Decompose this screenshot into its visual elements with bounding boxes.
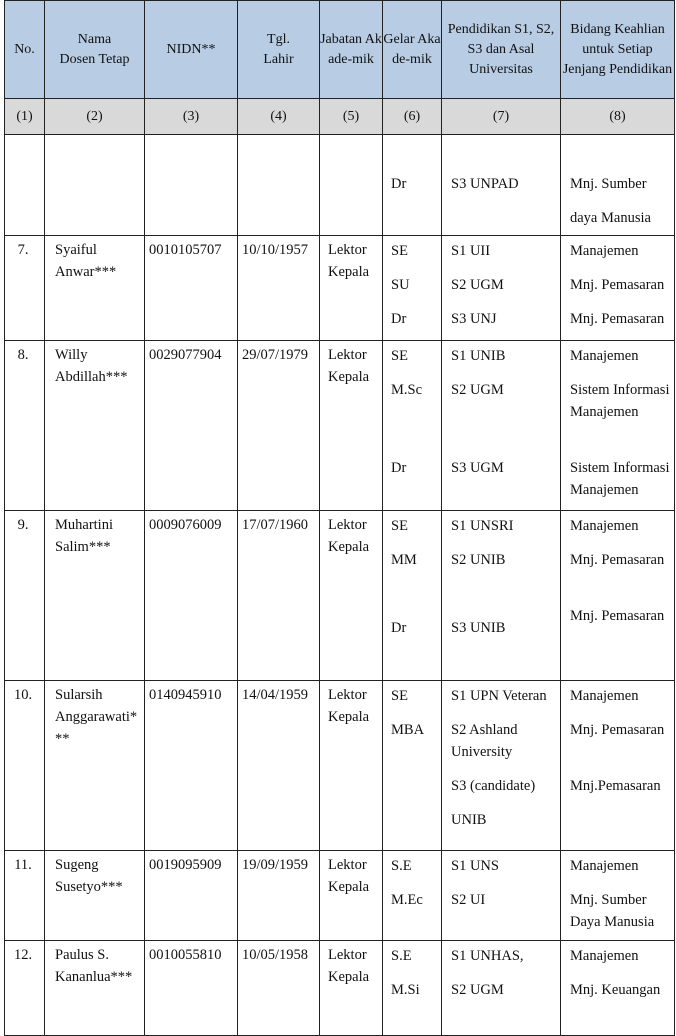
cell-gelar-line: SE bbox=[391, 518, 408, 534]
cell-jabatan-text: Lektor Kepala bbox=[328, 687, 370, 725]
cell-pendidikan bbox=[442, 681, 561, 851]
table-row bbox=[5, 941, 675, 1036]
cell-pendidikan-line: S2 UGM bbox=[451, 382, 504, 398]
cell-pendidikan-line: S2 UGM bbox=[451, 982, 504, 998]
cell-gelar bbox=[383, 511, 442, 681]
cell-gelar-line: M.Sc bbox=[391, 382, 423, 398]
cell-bidang-line: Manajemen bbox=[570, 518, 639, 534]
column-number-row bbox=[5, 99, 675, 135]
cell-jabatan-text: Lektor Kepala bbox=[328, 242, 370, 280]
cell-pendidikan-line: S3 UGM bbox=[451, 460, 504, 476]
cell-gelar-line: S.E bbox=[391, 948, 412, 964]
cell-nama-text: Willy Abdillah*** bbox=[55, 347, 128, 385]
cell-gelar-line: MBA bbox=[391, 722, 425, 738]
cell-pendidikan-line: S2 Ashland University bbox=[451, 722, 518, 760]
cell-no-text bbox=[5, 135, 44, 138]
cell-gelar bbox=[383, 851, 442, 941]
cell-pendidikan bbox=[442, 511, 561, 681]
cell-tgl-lahir bbox=[238, 681, 320, 851]
cell-gelar-line: SE bbox=[391, 688, 408, 704]
cell-pendidikan bbox=[442, 236, 561, 341]
cell-pendidikan-line: S1 UNSRI bbox=[451, 518, 514, 534]
cell-gelar-line: Dr bbox=[391, 620, 407, 636]
cell-bidang bbox=[561, 135, 675, 236]
cell-nama bbox=[45, 135, 145, 236]
cell-no bbox=[5, 135, 45, 236]
cell-bidang-line: Manajemen bbox=[570, 688, 639, 704]
table-row bbox=[5, 341, 675, 511]
cell-nama bbox=[45, 236, 145, 341]
cell-nidn bbox=[145, 135, 238, 236]
cell-nama-text: Syaiful Anwar*** bbox=[55, 242, 117, 280]
cell-bidang-line: daya Manusia bbox=[570, 210, 651, 226]
cell-gelar-line: S.E bbox=[391, 858, 412, 874]
header-gelar: Gelar Akade-mik bbox=[383, 1, 442, 99]
cell-bidang bbox=[561, 681, 675, 851]
cell-tgl-lahir bbox=[238, 941, 320, 1036]
cell-bidang bbox=[561, 236, 675, 341]
cell-pendidikan-line: S1 UII bbox=[451, 243, 491, 259]
col-number: (6) bbox=[383, 99, 442, 135]
cell-jabatan bbox=[320, 341, 383, 511]
cell-nama bbox=[45, 851, 145, 941]
cell-gelar-line: M.Ec bbox=[391, 892, 423, 908]
cell-nidn bbox=[145, 236, 238, 341]
cell-nama-text: Paulus S. Kananlua*** bbox=[55, 947, 133, 985]
cell-jabatan bbox=[320, 851, 383, 941]
cell-tgl-lahir-text: 10/05/1958 bbox=[242, 947, 309, 963]
cell-pendidikan-line: S1 UNS bbox=[451, 858, 499, 874]
cell-no-text: 10. bbox=[13, 687, 33, 703]
header-jabatan: Jabatan Akade-mik bbox=[320, 1, 383, 99]
col-number: (8) bbox=[561, 99, 675, 135]
table-row bbox=[5, 681, 675, 851]
cell-bidang-line: Mnj.Pemasaran bbox=[570, 778, 661, 794]
cell-bidang-line: Mnj. Pemasaran bbox=[570, 608, 665, 624]
cell-pendidikan-line: UNIB bbox=[451, 812, 487, 828]
cell-pendidikan-line: S1 UPN Veteran bbox=[451, 688, 547, 704]
cell-jabatan bbox=[320, 681, 383, 851]
cell-bidang-line: Mnj. Pemasaran bbox=[570, 277, 665, 293]
cell-bidang-line: Manajemen bbox=[570, 243, 639, 259]
cell-nama-text bbox=[45, 135, 144, 138]
col-number: (3) bbox=[145, 99, 238, 135]
cell-bidang-line: Manajemen bbox=[570, 948, 639, 964]
cell-bidang-line: Mnj. Sumber Daya Manusia bbox=[570, 892, 655, 930]
cell-bidang-line: Mnj. Sumber bbox=[570, 176, 647, 192]
cell-pendidikan-line: S2 UNIB bbox=[451, 552, 506, 568]
header-nama: Nama Dosen Tetap bbox=[45, 1, 145, 99]
cell-pendidikan-line: S3 (candidate) bbox=[451, 778, 536, 794]
cell-no bbox=[5, 341, 45, 511]
cell-nidn bbox=[145, 681, 238, 851]
dosen-table bbox=[4, 0, 675, 1036]
cell-pendidikan-line: S2 UI bbox=[451, 892, 486, 908]
cell-jabatan-text: Lektor Kepala bbox=[328, 947, 370, 985]
cell-jabatan bbox=[320, 236, 383, 341]
cell-nama-text: Sularsih Anggarawati*** bbox=[55, 687, 138, 747]
cell-nama bbox=[45, 941, 145, 1036]
cell-bidang-line: Mnj. Pemasaran bbox=[570, 311, 665, 327]
table-row bbox=[5, 236, 675, 341]
cell-nidn bbox=[145, 511, 238, 681]
cell-tgl-lahir-text: 19/09/1959 bbox=[242, 857, 309, 873]
cell-bidang-line: Sistem Informasi Manajemen bbox=[570, 382, 670, 420]
cell-tgl-lahir-text: 10/10/1957 bbox=[242, 242, 309, 258]
header-nidn: NIDN** bbox=[145, 1, 238, 99]
cell-pendidikan bbox=[442, 851, 561, 941]
cell-tgl-lahir-text: 14/04/1959 bbox=[242, 687, 309, 703]
cell-pendidikan bbox=[442, 941, 561, 1036]
cell-bidang bbox=[561, 851, 675, 941]
cell-nama-text: Muhartini Salim*** bbox=[55, 517, 113, 555]
cell-jabatan bbox=[320, 135, 383, 236]
cell-bidang-line: Manajemen bbox=[570, 858, 639, 874]
cell-jabatan-text bbox=[320, 135, 382, 138]
cell-nidn-text: 0019095909 bbox=[149, 857, 222, 873]
cell-jabatan bbox=[320, 941, 383, 1036]
cell-gelar bbox=[383, 681, 442, 851]
header-no: No. bbox=[5, 1, 45, 99]
cell-nama bbox=[45, 511, 145, 681]
cell-bidang-line: Mnj. Keuangan bbox=[570, 982, 661, 998]
table-row bbox=[5, 135, 675, 236]
cell-no-text: 7. bbox=[17, 242, 29, 258]
cell-nidn-text: 0009076009 bbox=[149, 517, 222, 533]
cell-bidang-line: Mnj. Pemasaran bbox=[570, 552, 665, 568]
cell-pendidikan-line: S3 UNPAD bbox=[451, 176, 519, 192]
cell-gelar-line: SE bbox=[391, 243, 408, 259]
cell-jabatan bbox=[320, 511, 383, 681]
cell-nama bbox=[45, 341, 145, 511]
cell-nidn-text: 0029077904 bbox=[149, 347, 222, 363]
cell-nidn-text bbox=[145, 135, 237, 138]
cell-nidn-text: 0140945910 bbox=[149, 687, 222, 703]
cell-bidang-line: Mnj. Pemasaran bbox=[570, 722, 665, 738]
cell-pendidikan-line: S2 UGM bbox=[451, 277, 504, 293]
header-bidang: Bidang Keahlian untuk Setiap Jenjang Pendidikan bbox=[561, 1, 675, 99]
cell-jabatan-text: Lektor Kepala bbox=[328, 517, 370, 555]
cell-tgl-lahir bbox=[238, 851, 320, 941]
cell-gelar-line: MM bbox=[391, 552, 417, 568]
cell-gelar bbox=[383, 941, 442, 1036]
cell-tgl-lahir bbox=[238, 341, 320, 511]
cell-gelar bbox=[383, 236, 442, 341]
cell-no bbox=[5, 851, 45, 941]
cell-pendidikan-line: S3 UNIB bbox=[451, 620, 506, 636]
cell-bidang bbox=[561, 511, 675, 681]
cell-pendidikan bbox=[442, 135, 561, 236]
cell-gelar-line: Dr bbox=[391, 311, 407, 327]
cell-tgl-lahir-text: 17/07/1960 bbox=[242, 517, 309, 533]
cell-no-text: 9. bbox=[17, 517, 29, 533]
cell-pendidikan-line: S1 UNHAS, bbox=[451, 948, 524, 964]
cell-no bbox=[5, 681, 45, 851]
cell-nama-text: Sugeng Susetyo*** bbox=[55, 857, 123, 895]
cell-bidang-line: Sistem Informasi Manajemen bbox=[570, 460, 670, 498]
cell-bidang bbox=[561, 941, 675, 1036]
cell-nidn bbox=[145, 341, 238, 511]
cell-gelar bbox=[383, 341, 442, 511]
col-number: (4) bbox=[238, 99, 320, 135]
cell-nidn bbox=[145, 941, 238, 1036]
cell-no bbox=[5, 941, 45, 1036]
table-row bbox=[5, 511, 675, 681]
cell-gelar-line: M.Si bbox=[391, 982, 420, 998]
header-pendidikan: Pendidikan S1, S2, S3 dan Asal Universitas bbox=[442, 1, 561, 99]
cell-nidn-text: 0010055810 bbox=[149, 947, 222, 963]
cell-gelar-line: Dr bbox=[391, 176, 407, 192]
cell-gelar-line: Dr bbox=[391, 460, 407, 476]
cell-gelar-line: SE bbox=[391, 348, 408, 364]
cell-nama bbox=[45, 681, 145, 851]
col-number: (2) bbox=[45, 99, 145, 135]
cell-gelar-line: SU bbox=[391, 277, 410, 293]
cell-nidn bbox=[145, 851, 238, 941]
cell-pendidikan-line: S3 UNJ bbox=[451, 311, 497, 327]
col-number: (5) bbox=[320, 99, 383, 135]
cell-no bbox=[5, 236, 45, 341]
cell-tgl-lahir bbox=[238, 135, 320, 236]
cell-tgl-lahir-text bbox=[238, 135, 319, 138]
col-number: (1) bbox=[5, 99, 45, 135]
cell-pendidikan-line: S1 UNIB bbox=[451, 348, 506, 364]
cell-tgl-lahir bbox=[238, 236, 320, 341]
cell-jabatan-text: Lektor Kepala bbox=[328, 857, 370, 895]
cell-gelar bbox=[383, 135, 442, 236]
cell-no-text: 12. bbox=[13, 947, 33, 963]
cell-bidang-line: Manajemen bbox=[570, 348, 639, 364]
header-row bbox=[5, 1, 675, 99]
cell-no bbox=[5, 511, 45, 681]
col-number: (7) bbox=[442, 99, 561, 135]
cell-tgl-lahir-text: 29/07/1979 bbox=[242, 347, 309, 363]
cell-no-text: 8. bbox=[17, 347, 29, 363]
cell-pendidikan bbox=[442, 341, 561, 511]
cell-jabatan-text: Lektor Kepala bbox=[328, 347, 370, 385]
cell-no-text: 11. bbox=[14, 857, 32, 873]
cell-tgl-lahir bbox=[238, 511, 320, 681]
cell-nidn-text: 0010105707 bbox=[149, 242, 222, 258]
header-tgl-lahir: Tgl. Lahir bbox=[238, 1, 320, 99]
table-row bbox=[5, 851, 675, 941]
cell-bidang bbox=[561, 341, 675, 511]
